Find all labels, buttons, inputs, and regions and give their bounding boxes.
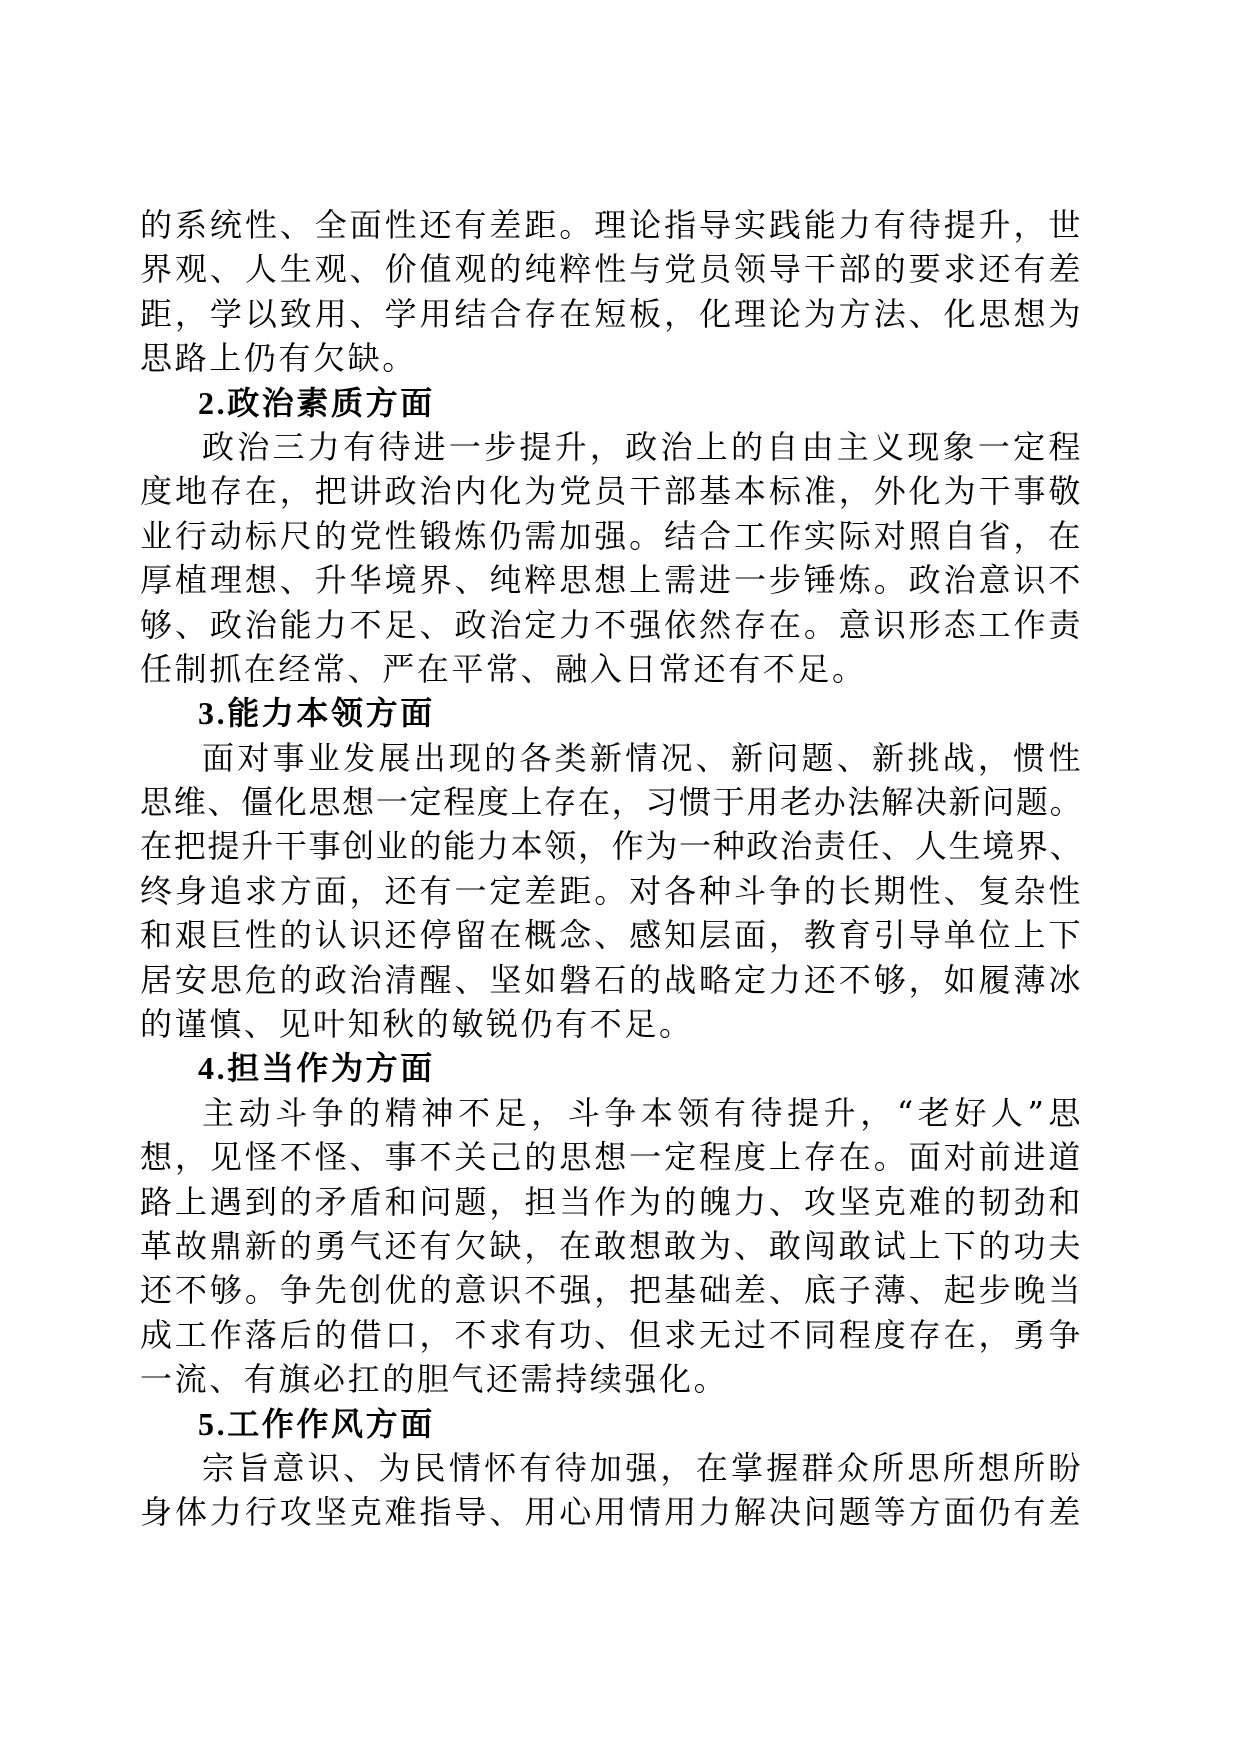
paragraph-line: 面对事业发展出现的各类新情况、新问题、新挑战，惯性 xyxy=(202,738,1083,777)
paragraph-line: 还不够。争先创优的意识不强，把基础差、底子薄、起步晚当 xyxy=(140,1271,1083,1310)
section-work-style xyxy=(140,1402,1083,1535)
paragraph-line: 思路上仍有欠缺。 xyxy=(140,339,417,378)
paragraph-line: 终身追求方面，还有一定差距。对各种斗争的长期性、复杂性 xyxy=(140,871,1083,910)
section-heading: 2.政治素质方面 xyxy=(198,384,435,421)
section-heading: 5.工作作风方面 xyxy=(198,1405,435,1442)
paragraph-line: 革故鼎新的勇气还有欠缺，在敢想敢为、敢闯敢试上下的功夫 xyxy=(140,1226,1083,1265)
paragraph-line: 想，见怪不怪、事不关己的思想一定程度上存在。面对前进道 xyxy=(140,1138,1083,1177)
paragraph-line: 一流、有旗必扛的胆气还需持续强化。 xyxy=(140,1360,729,1399)
paragraph-line: 度地存在，把讲政治内化为党员干部基本标准，外化为干事敬 xyxy=(140,472,1083,511)
paragraph-line: 路上遇到的矛盾和问题，担当作为的魄力、攻坚克难的韧劲和 xyxy=(140,1182,1083,1221)
section-responsibility xyxy=(140,1046,1083,1401)
paragraph-line: 业行动标尺的党性锻炼仍需加强。结合工作实际对照自省，在 xyxy=(140,516,1083,555)
paragraph-line: 界观、人生观、价值观的纯粹性与党员领导干部的要求还有差 xyxy=(140,250,1083,289)
paragraph-line: 主动斗争的精神不足，斗争本领有待提升，“老好人”思 xyxy=(202,1093,1083,1132)
paragraph-line: 思维、僵化思想一定程度上存在，习惯于用老办法解决新问题。 xyxy=(140,783,1083,822)
section-political-quality xyxy=(140,381,1083,692)
paragraph-line: 的谨慎、见叶知秋的敏锐仍有不足。 xyxy=(140,1005,694,1044)
paragraph-line: 够、政治能力不足、政治定力不强依然存在。意识形态工作责 xyxy=(140,605,1083,644)
paragraph-line: 厚植理想、升华境界、纯粹思想上需进一步锤炼。政治意识不 xyxy=(140,561,1083,600)
paragraph-line: 距，学以致用、学用结合存在短板，化理论为方法、化思想为 xyxy=(140,294,1083,333)
paragraph-line: 成工作落后的借口，不求有功、但求无过不同程度存在，勇争 xyxy=(140,1315,1083,1354)
paragraph-line: 任制抓在经常、严在平常、融入日常还有不足。 xyxy=(140,649,867,688)
paragraph-line: 宗旨意识、为民情怀有待加强，在掌握群众所思所想所盼 xyxy=(202,1448,1083,1487)
paragraph-line: 政治三力有待进一步提升，政治上的自由主义现象一定程 xyxy=(202,427,1083,466)
paragraph-line: 身体力行攻坚克难指导、用心用情用力解决问题等方面仍有差 xyxy=(140,1493,1083,1532)
section-heading: 3.能力本领方面 xyxy=(198,695,435,732)
paragraph-line: 的系统性、全面性还有差距。理论指导实践能力有待提升，世 xyxy=(140,206,1083,244)
section-heading: 4.担当作为方面 xyxy=(198,1050,435,1087)
paragraph-line: 在把提升干事创业的能力本领，作为一种政治责任、人生境界、 xyxy=(140,827,1083,866)
document-body xyxy=(140,203,1083,1535)
paragraph-line: 和艰巨性的认识还停留在概念、感知层面，教育引导单位上下 xyxy=(140,916,1083,955)
intro-paragraph xyxy=(140,203,1083,381)
paragraph-line: 居安思危的政治清醒、坚如磐石的战略定力还不够，如履薄冰 xyxy=(140,960,1083,999)
section-ability xyxy=(140,691,1083,1046)
